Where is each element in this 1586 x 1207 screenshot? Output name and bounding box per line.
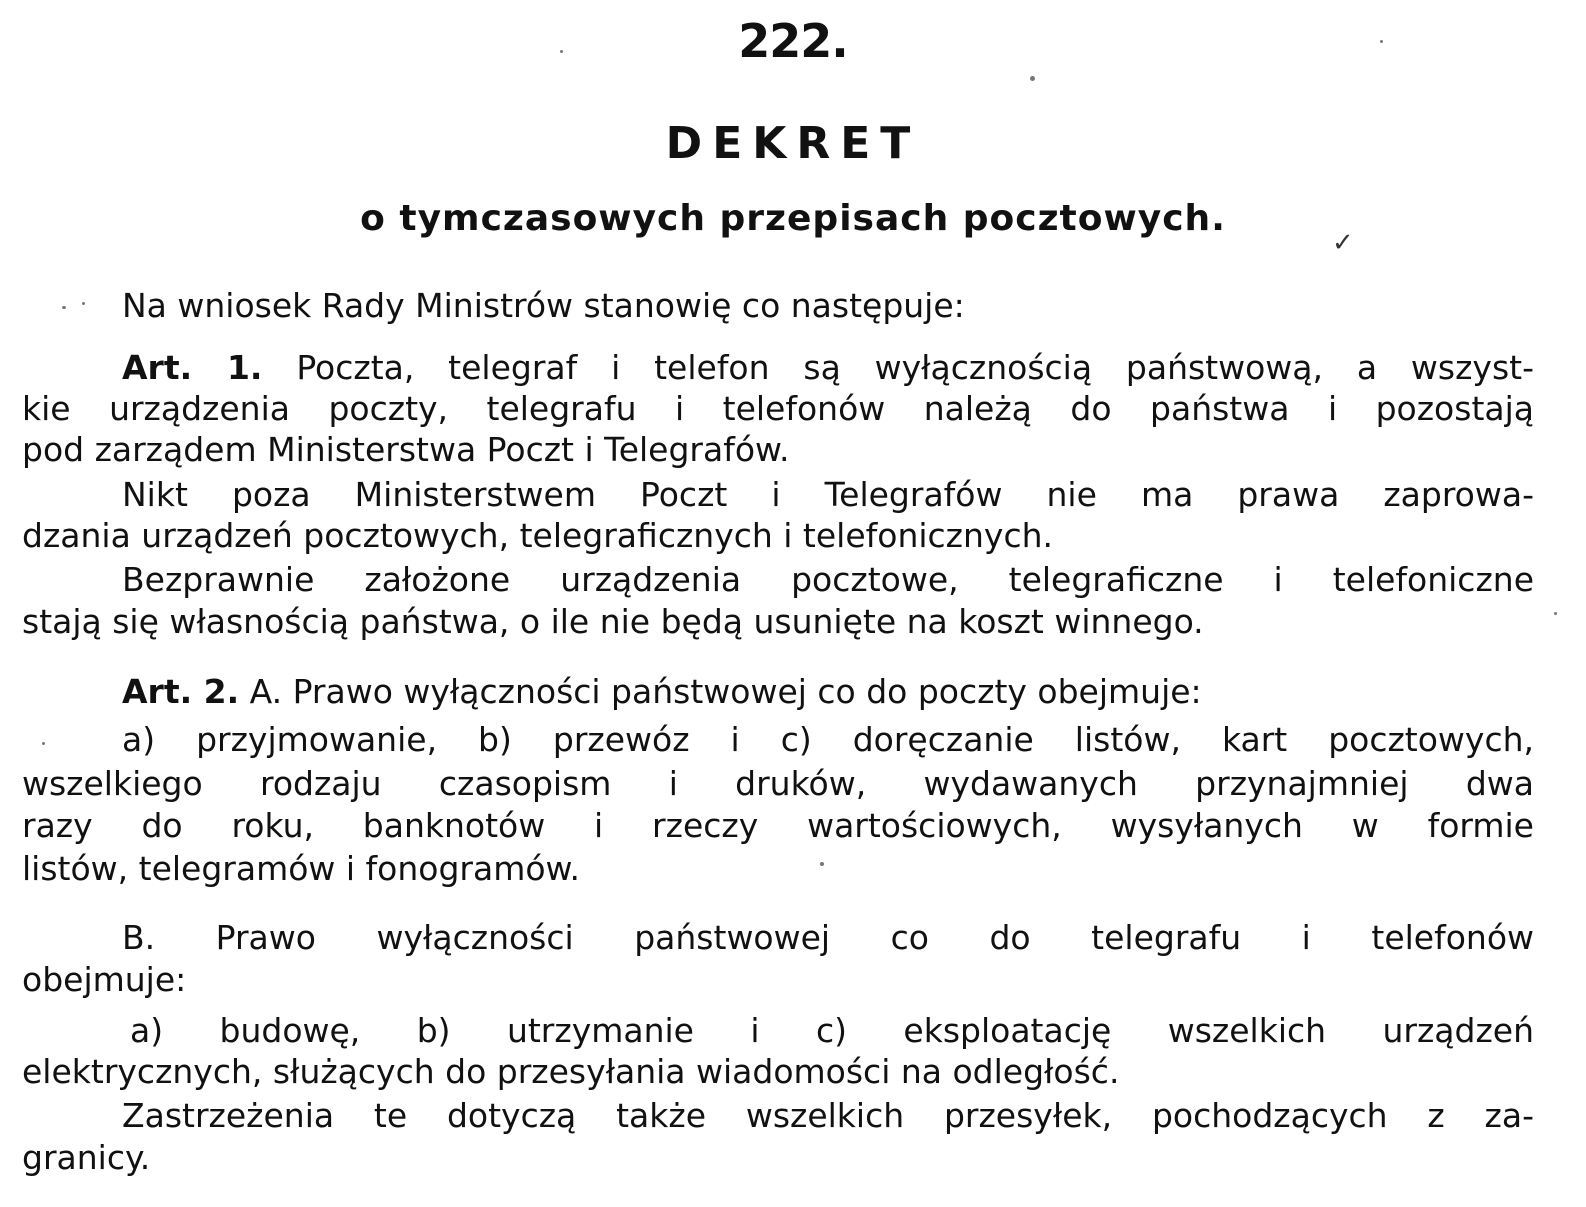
art1-text-1: Poczta, telegraf i telefon są wyłącznością państwową, a wszyst- xyxy=(296,348,1534,387)
scan-speck xyxy=(42,742,45,745)
art2-line-1 xyxy=(122,672,1534,712)
art2-line-5: listów, telegramów i fonogramów. xyxy=(22,849,580,888)
art1-line-5: dzania urządzeń pocztowych, telegraficznych i telefonicznych. xyxy=(22,516,1053,555)
scan-speck xyxy=(82,302,85,305)
art2-line-10: Zastrzeżenia te dotyczą także wszelkich przesyłek, pochodzących z za- xyxy=(122,1096,1534,1135)
scan-speck xyxy=(1554,612,1557,615)
art1-line-3: pod zarządem Ministerstwa Poczt i Telegrafów. xyxy=(22,430,790,469)
art2-line-11: granicy. xyxy=(22,1138,151,1177)
scan-speck xyxy=(1030,76,1035,81)
art2-line-9: elektrycznych, służących do przesyłania wiadomości na odległość. xyxy=(22,1052,1120,1091)
decree-number: 222. xyxy=(738,14,848,68)
art1-line-4: Nikt poza Ministerstwem Poczt i Telegrafów nie ma prawa zaprowa- xyxy=(122,475,1534,514)
art2-line-3: wszelkiego rodzaju czasopism i druków, wydawanych przynajmniej dwa xyxy=(22,764,1534,803)
scan-speck xyxy=(1380,40,1383,43)
check-mark-icon: ✓ xyxy=(1332,228,1354,258)
art2-label: Art. 2. xyxy=(122,672,240,711)
scan-speck xyxy=(820,862,824,866)
art2-line-8: a) budowę, b) utrzymanie i c) eksploatację wszelkich urządzeń xyxy=(130,1011,1534,1050)
art1-line-2: kie urządzenia poczty, telegrafu i telefonów należą do państwa i pozostają xyxy=(22,389,1534,428)
scan-speck xyxy=(62,306,66,309)
preamble-line: Na wniosek Rady Ministrów stanowię co następuje: xyxy=(122,286,965,325)
art1-line-6: Bezprawnie założone urządzenia pocztowe, telegraficzne i telefoniczne xyxy=(122,560,1534,599)
art2-line-7: obejmuje: xyxy=(22,960,187,999)
art2-line-6: B. Prawo wyłączności państwowej co do telegrafu i telefonów xyxy=(122,918,1534,957)
art1-line-7: stają się własnością państwa, o ile nie będą usunięte na koszt winnego. xyxy=(22,602,1204,641)
decree-title: DEKRET xyxy=(665,118,921,169)
art2-line-4: razy do roku, banknotów i rzeczy wartościowych, wysyłanych w formie xyxy=(22,806,1534,845)
art2-line-2: a) przyjmowanie, b) przewóz i c) doręczanie listów, kart pocztowych, xyxy=(122,720,1534,759)
art2-text-1: A. Prawo wyłączności państwowej co do poczty obejmuje: xyxy=(249,672,1202,711)
scan-speck xyxy=(560,50,563,53)
art1-line-1 xyxy=(122,348,1534,388)
decree-subtitle: o tymczasowych przepisach pocztowych. xyxy=(360,198,1226,239)
art1-label: Art. 1. xyxy=(122,348,263,387)
